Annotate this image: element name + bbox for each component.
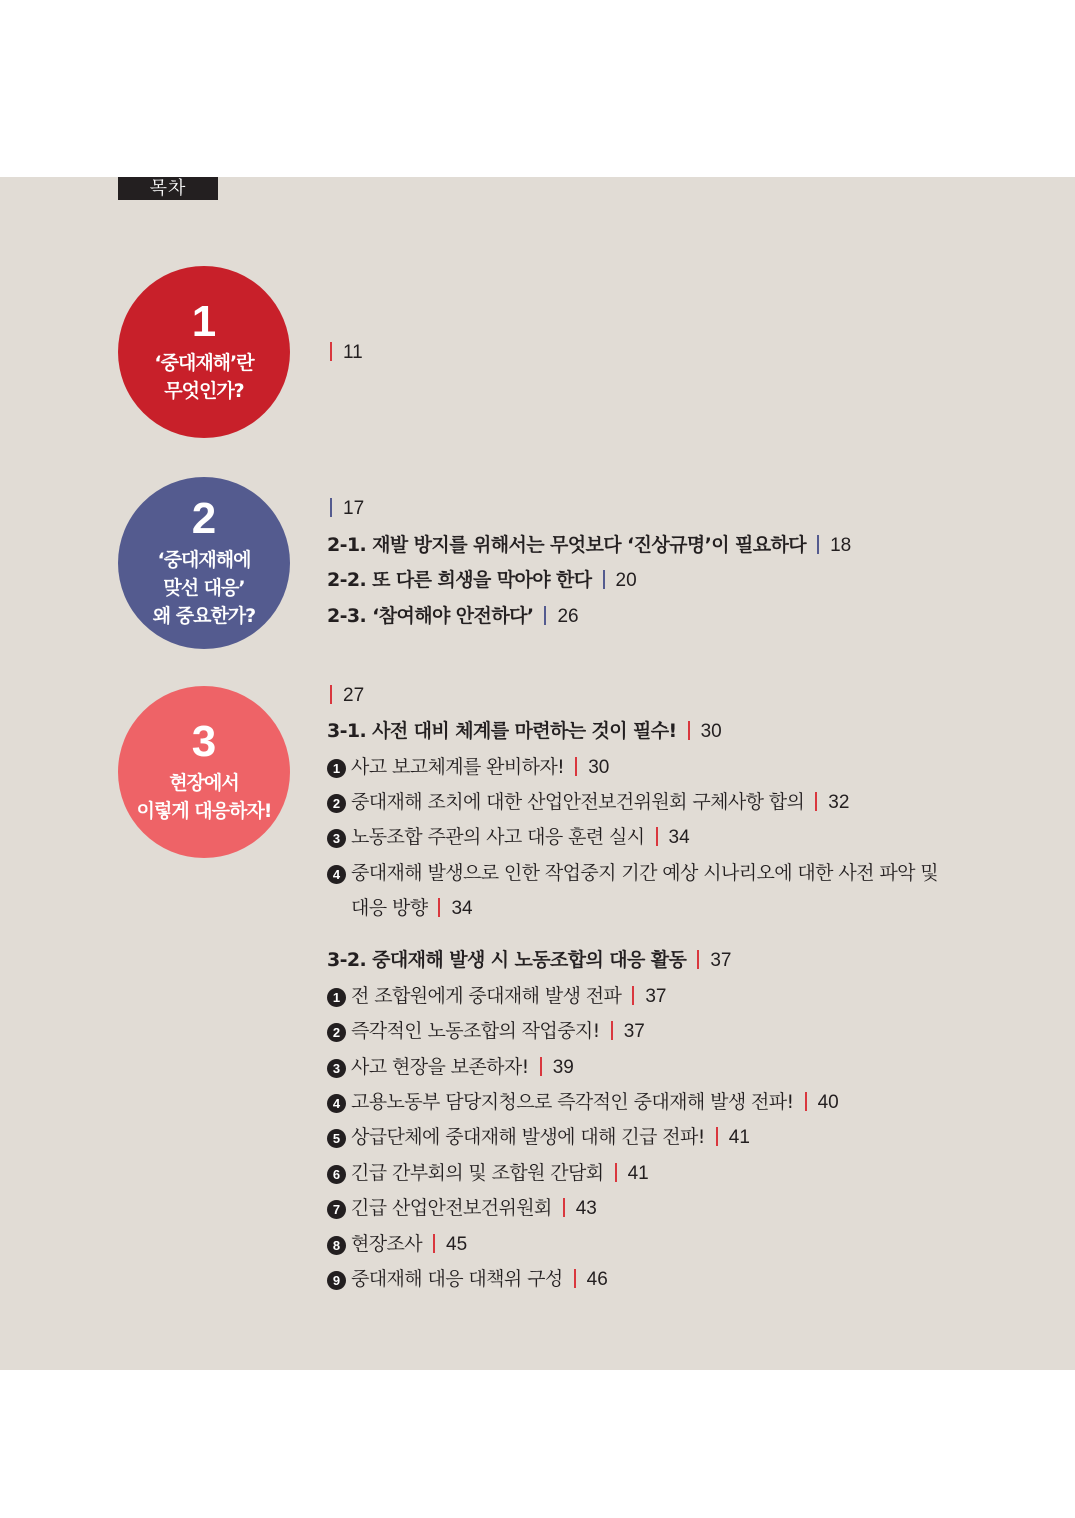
toc-item-page: 41 (728, 1127, 750, 1148)
separator (330, 685, 332, 704)
toc-item-page: 40 (817, 1092, 839, 1113)
toc-entry-2-1[interactable] (327, 532, 851, 559)
toc-item-text: 즉각적인 노동조합의 작업중지! (351, 1020, 600, 1042)
chapter-3-badge[interactable] (118, 686, 290, 858)
toc-entry-text: 3-1. 사전 대비 체계를 마련하는 것이 필수! (327, 720, 677, 742)
toc-entry-text: 2-2. 또 다른 희생을 막아야 한다 (327, 569, 592, 591)
separator (544, 606, 546, 625)
separator (805, 1092, 807, 1111)
toc-entry-text: 2-3. ‘참여해야 안전하다’ (327, 605, 534, 627)
chapter-2-number: 2 (191, 494, 217, 543)
toc-item-3-2-6[interactable] (327, 1160, 649, 1187)
separator (330, 498, 332, 517)
chapter-1-title: ‘중대재해’란 무엇인가? (154, 352, 254, 402)
toc-item-text-continued: 대응 방향 (351, 897, 428, 919)
toc-item-text: 노동조합 주관의 사고 대응 훈련 실시 (351, 826, 645, 848)
toc-item-text: 긴급 산업안전보건위원회 (351, 1197, 552, 1219)
toc-item-page: 39 (552, 1057, 574, 1078)
separator (433, 1234, 435, 1253)
number-bullet-icon: 5 (327, 1129, 346, 1148)
toc-item-3-2-2[interactable] (327, 1018, 645, 1045)
separator (656, 827, 658, 846)
chapter-3-title: 현장에서 이렇게 대응하자! (136, 772, 272, 822)
separator (688, 721, 690, 740)
chapter-2-badge[interactable] (118, 477, 290, 649)
separator (574, 1269, 576, 1288)
toc-item-3-1-1[interactable] (327, 754, 609, 781)
chapter-2-title: ‘중대재해에 맞선 대응’ 왜 중요한가? (152, 549, 256, 627)
toc-item-page: 34 (451, 898, 473, 919)
separator (330, 342, 332, 361)
toc-item-3-2-7[interactable] (327, 1195, 597, 1222)
separator (697, 950, 699, 969)
toc-item-3-2-3[interactable] (327, 1054, 574, 1081)
toc-entry-text: 2-1. 재발 방지를 위해서는 무엇보다 ‘진상규명’이 필요하다 (327, 534, 807, 556)
number-bullet-icon: 4 (327, 865, 346, 884)
toc-header-label: 목차 (118, 177, 218, 200)
toc-entry-3-2[interactable] (327, 947, 731, 974)
toc-item-text: 사고 현장을 보존하자! (351, 1056, 529, 1078)
chapter-1-page-line[interactable] (327, 339, 363, 366)
separator (438, 898, 440, 917)
number-bullet-icon: 3 (327, 1059, 346, 1078)
chapter-1-number: 1 (191, 297, 217, 346)
chapter-1-badge[interactable] (118, 266, 290, 438)
number-bullet-icon: 1 (327, 988, 346, 1007)
toc-entry-2-3[interactable] (327, 603, 579, 630)
separator (575, 757, 577, 776)
toc-entry-page: 30 (700, 721, 722, 742)
number-bullet-icon: 4 (327, 1094, 346, 1113)
toc-entry-2-2[interactable] (327, 567, 637, 594)
toc-item-3-2-5[interactable] (327, 1124, 750, 1151)
toc-item-page: 45 (446, 1234, 468, 1255)
chapter-1-page: 11 (343, 342, 363, 363)
separator (540, 1057, 542, 1076)
toc-item-page: 37 (645, 986, 667, 1007)
separator (615, 1163, 617, 1182)
toc-item-page: 46 (586, 1269, 608, 1290)
toc-item-text: 중대재해 대응 대책위 구성 (351, 1268, 563, 1290)
separator (603, 570, 605, 589)
separator (563, 1198, 565, 1217)
toc-item-3-1-4[interactable] (327, 860, 938, 886)
toc-item-3-2-8[interactable] (327, 1231, 467, 1258)
toc-item-page: 30 (588, 757, 610, 778)
toc-item-3-2-9[interactable] (327, 1266, 608, 1293)
toc-entry-page: 18 (830, 535, 852, 556)
toc-item-3-1-3[interactable] (327, 824, 690, 851)
number-bullet-icon: 3 (327, 829, 346, 848)
number-bullet-icon: 2 (327, 1023, 346, 1042)
chapter-3-number: 3 (191, 717, 217, 766)
number-bullet-icon: 6 (327, 1165, 346, 1184)
toc-item-text: 현장조사 (351, 1233, 423, 1255)
toc-item-3-2-1[interactable] (327, 983, 666, 1010)
toc-entry-page: 37 (710, 950, 732, 971)
toc-item-text: 상급단체에 중대재해 발생에 대해 긴급 전파! (351, 1126, 705, 1148)
toc-item-3-1-4-continued[interactable] (327, 895, 473, 922)
chapter-2-page-line[interactable] (327, 495, 364, 522)
chapter-3-page-line[interactable] (327, 682, 364, 709)
toc-entry-page: 20 (615, 570, 637, 591)
toc-item-page: 41 (627, 1163, 649, 1184)
separator (815, 792, 817, 811)
toc-item-page: 32 (828, 792, 850, 813)
toc-item-3-1-2[interactable] (327, 789, 849, 816)
toc-item-text: 중대재해 조치에 대한 산업안전보건위원회 구체사항 합의 (351, 791, 805, 813)
toc-item-page: 37 (623, 1021, 645, 1042)
toc-item-text: 긴급 간부회의 및 조합원 간담회 (351, 1162, 604, 1184)
separator (632, 986, 634, 1005)
toc-item-text: 중대재해 발생으로 인한 작업중지 기간 예상 시나리오에 대한 사전 파악 및 (351, 862, 939, 884)
separator (817, 535, 819, 554)
toc-entry-text: 3-2. 중대재해 발생 시 노동조합의 대응 활동 (327, 949, 687, 971)
chapter-2-page: 17 (343, 498, 365, 519)
separator (716, 1127, 718, 1146)
number-bullet-icon: 1 (327, 759, 346, 778)
number-bullet-icon: 7 (327, 1200, 346, 1219)
toc-entry-3-1[interactable] (327, 718, 722, 745)
number-bullet-icon: 8 (327, 1236, 346, 1255)
chapter-3-page: 27 (343, 685, 365, 706)
toc-item-text: 고용노동부 담당지청으로 즉각적인 중대재해 발생 전파! (351, 1091, 794, 1113)
toc-item-text: 전 조합원에게 중대재해 발생 전파 (351, 985, 622, 1007)
number-bullet-icon: 9 (327, 1271, 346, 1290)
toc-item-text: 사고 보고체계를 완비하자! (351, 756, 565, 778)
toc-item-page: 34 (668, 827, 690, 848)
number-bullet-icon: 2 (327, 794, 346, 813)
toc-item-3-2-4[interactable] (327, 1089, 839, 1116)
toc-item-page: 43 (575, 1198, 597, 1219)
separator (611, 1021, 613, 1040)
toc-entry-page: 26 (557, 606, 579, 627)
